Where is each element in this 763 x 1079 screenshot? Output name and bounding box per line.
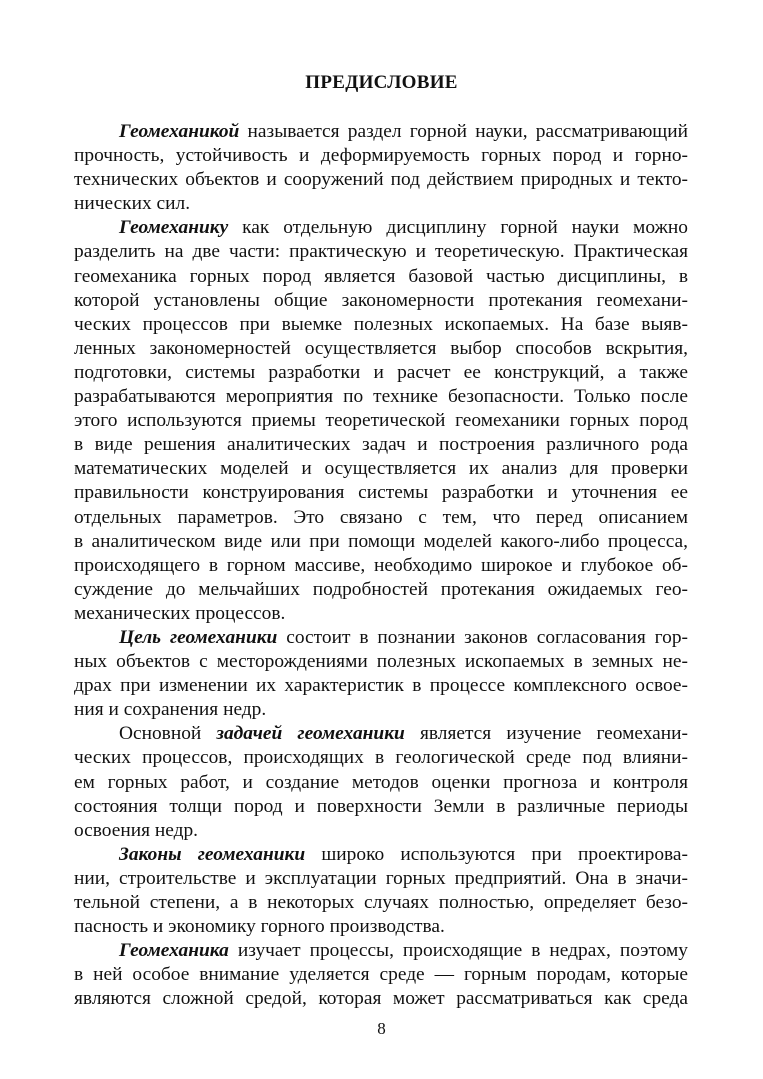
line-text: нии, строительстве и эксплуатации горных предприятий. Она в значи-	[74, 867, 688, 889]
line-text: подготовки, системы разработки и расчет ее конструкций, а также	[74, 361, 688, 383]
text-line	[74, 481, 688, 505]
key-term: Цель геомеханики	[119, 626, 278, 648]
text-line	[74, 746, 688, 770]
text-line	[74, 626, 688, 650]
text-line	[74, 939, 688, 963]
paragraph	[74, 120, 688, 216]
text-line	[74, 385, 688, 409]
line-text: суждение до мельчайших подробностей протекания ожидаемых гео-	[74, 578, 688, 600]
line-text: широко используются при проектирова-	[305, 843, 688, 865]
line-text: прочность, устойчивость и деформируемость горных пород и горно-	[74, 145, 688, 167]
line-text: в аналитическом виде или при помощи моделей какого-либо процесса,	[74, 530, 688, 552]
text-line	[74, 240, 688, 264]
text-line	[74, 843, 688, 867]
line-text: правильности конструирования системы разработки и уточнения ее	[74, 482, 688, 504]
line-text: ния и сохранения недр.	[74, 699, 267, 721]
line-text: происходящего в горном массиве, необходимо широкое и глубокое об-	[74, 554, 688, 576]
text-line	[74, 722, 688, 746]
line-text: изучает процессы, происходящие в недрах, поэтому	[228, 940, 688, 962]
line-text: механических процессов.	[74, 602, 286, 624]
text-line	[74, 795, 688, 819]
text-line	[74, 120, 688, 144]
text-line	[74, 602, 688, 626]
line-text: драх при изменении их характеристик в процессе комплексного освое-	[74, 675, 688, 697]
text-line	[74, 674, 688, 698]
line-text: ем горных работ, и создание методов оценки прогноза и контроля	[74, 771, 688, 793]
key-term: Геомеханика	[119, 940, 229, 962]
page-title: ПРЕДИСЛОВИЕ	[305, 72, 458, 93]
text-line	[74, 216, 688, 240]
line-text: является изучение геомехани-	[404, 723, 688, 745]
line-text: освоения недр.	[74, 819, 199, 841]
key-term: Геомеханику	[119, 217, 229, 239]
text-line	[74, 192, 688, 216]
text-line	[74, 698, 688, 722]
line-text: разрабатываются мероприятия по технике безопасности. Только после	[74, 386, 688, 408]
line-text: геомеханика горных пород является базовой частью дисциплины, в	[74, 265, 688, 287]
line-text: в виде решения аналитических задач и построения различного рода	[74, 434, 688, 456]
text-line	[74, 144, 688, 168]
line-text: пасность и экономику горного производства.	[74, 916, 445, 938]
text-line	[74, 457, 688, 481]
line-text: нических сил.	[74, 193, 191, 215]
text-line	[74, 530, 688, 554]
text-line	[74, 168, 688, 192]
text-line	[74, 409, 688, 433]
text-line	[74, 650, 688, 674]
line-text: состояния толщи пород и поверхности Земли в различные периоды	[74, 795, 688, 817]
line-text: как отдельную дисциплину горной науки можно	[228, 217, 688, 239]
paragraph	[74, 722, 688, 842]
line-text: состоит в познании законов согласования гор-	[277, 626, 688, 648]
line-text: которой установлены общие закономерности протекания геомехани-	[74, 289, 688, 311]
line-text: являются сложной средой, которая может рассматриваться как среда	[74, 988, 688, 1010]
key-term: Законы геомеханики	[119, 843, 306, 865]
text-line	[74, 289, 688, 313]
line-text: разделить на две части: практическую и теоретическую. Практическая	[74, 241, 688, 263]
line-text: в ней особое внимание уделяется среде — горным породам, которые	[74, 964, 688, 986]
line-text: называется раздел горной науки, рассматривающий	[239, 121, 688, 142]
text-line	[74, 578, 688, 602]
text-line	[74, 819, 688, 843]
line-text: тельной степени, а в некоторых случаях полностью, определяет безо-	[74, 892, 688, 913]
paragraph	[74, 843, 688, 939]
line-text: ческих процессов, происходящих в геологической среде под влияни-	[74, 747, 688, 769]
text-line	[74, 891, 688, 915]
text-line	[74, 433, 688, 457]
text-line	[74, 915, 688, 939]
line-text: ных объектов с месторождениями полезных ископаемых в земных не-	[74, 651, 688, 673]
body-text	[74, 120, 688, 1011]
paragraph-lead: Основной	[119, 723, 217, 745]
text-line	[74, 867, 688, 891]
key-term: задачей геомеханики	[216, 723, 405, 745]
text-line	[74, 554, 688, 578]
line-text: технических объектов и сооружений под действием природных и текто-	[74, 169, 688, 191]
line-text: ческих процессов при выемке полезных ископаемых. На базе выяв-	[74, 313, 688, 335]
text-line	[74, 771, 688, 795]
paragraph	[74, 626, 688, 722]
text-line	[74, 987, 688, 1011]
line-text: ленных закономерностей осуществляется выбор способов вскрытия,	[74, 337, 688, 359]
text-line	[74, 361, 688, 385]
line-text: отдельных параметров. Это связано с тем, что перед описанием	[74, 506, 688, 528]
paragraph	[74, 216, 688, 626]
text-line	[74, 506, 688, 530]
paragraph	[74, 939, 688, 1011]
text-line	[74, 337, 688, 361]
text-line	[74, 963, 688, 987]
line-text: математических моделей и осуществляется их анализ для проверки	[74, 458, 688, 480]
text-line	[74, 265, 688, 289]
key-term: Геомеханикой	[119, 121, 240, 142]
page-number: 8	[377, 1019, 386, 1038]
line-text: этого используются приемы теоретической геомеханики горных пород	[74, 410, 688, 432]
text-line	[74, 313, 688, 337]
